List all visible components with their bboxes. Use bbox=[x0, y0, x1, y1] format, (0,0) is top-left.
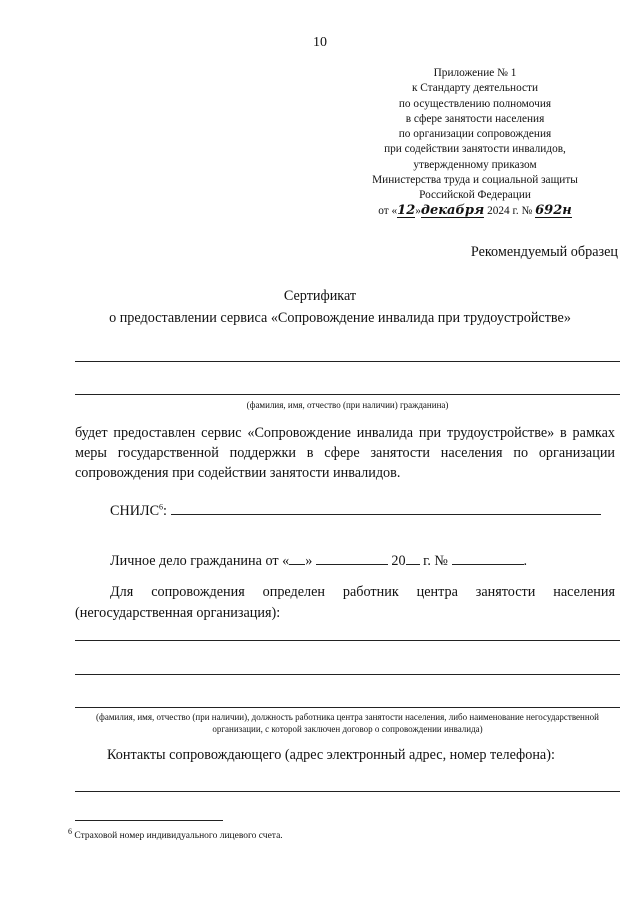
footnote-mark: 6 bbox=[68, 827, 72, 836]
appendix-line: к Стандарту деятельности bbox=[411, 82, 539, 95]
personal-file-month-field[interactable] bbox=[316, 551, 388, 565]
date-month: декабря bbox=[420, 202, 485, 218]
contacts-label: Контакты сопровождающего (адрес электронный адрес, номер телефона): bbox=[107, 747, 555, 763]
snils-footnote-mark: 6 bbox=[159, 502, 164, 512]
personal-file-year-prefix: 20 bbox=[391, 553, 406, 569]
worker-caption: (фамилия, имя, отчество (при наличии), должность работника центра занятости населения, либо наименование негосударственной организации, с которой заключен договор о сопровождении инвалида) bbox=[96, 712, 599, 734]
snils-label: СНИЛС bbox=[110, 503, 160, 519]
appendix-line: при содействии занятости инвалидов, bbox=[384, 143, 566, 156]
appendix-line: утвержденному приказом bbox=[413, 158, 537, 171]
support-paragraph: Для сопровождения определен работник центра занятости населения (негосударственная организация): bbox=[75, 584, 615, 621]
appendix-block bbox=[350, 66, 600, 219]
snils-field[interactable] bbox=[171, 501, 601, 515]
page-number: 10 bbox=[313, 35, 327, 50]
worker-line-2[interactable] bbox=[75, 674, 620, 675]
footnote bbox=[68, 827, 283, 841]
appendix-line: Министерства труда и социальной защиты bbox=[372, 174, 578, 187]
appendix-line: Приложение № 1 bbox=[433, 67, 517, 79]
certificate-title: Сертификат bbox=[283, 288, 357, 304]
appendix-line: в сфере занятости населения bbox=[405, 112, 545, 125]
date-prefix: от « bbox=[378, 204, 398, 217]
contacts-line[interactable] bbox=[75, 791, 620, 792]
personal-file-number-label: г. № bbox=[423, 553, 448, 569]
appendix-date-line bbox=[350, 204, 600, 219]
worker-line-1[interactable] bbox=[75, 640, 620, 641]
name-line-2[interactable] bbox=[75, 394, 620, 395]
name-caption: (фамилия, имя, отчество (при наличии) гражданина) bbox=[246, 400, 449, 410]
appendix-line: по организации сопровождения bbox=[398, 128, 552, 141]
footnote-rule bbox=[75, 820, 223, 821]
personal-file-prefix: Личное дело гражданина от « bbox=[110, 553, 290, 569]
snils-row bbox=[110, 501, 601, 520]
footnote-text: Страховой номер индивидуального лицевого счета. bbox=[74, 831, 283, 842]
order-number: 692н bbox=[535, 202, 572, 218]
personal-file-quote: » bbox=[305, 553, 313, 569]
worker-line-3[interactable] bbox=[75, 707, 620, 708]
appendix-line: Российской Федерации bbox=[419, 189, 531, 202]
personal-file-number-field[interactable] bbox=[452, 551, 524, 565]
date-year: 2024 г. № bbox=[487, 204, 533, 217]
personal-file-end: . bbox=[523, 553, 528, 569]
date-sep: » bbox=[415, 204, 421, 217]
personal-file-row bbox=[110, 551, 527, 570]
appendix-line: по осуществлению полномочия bbox=[398, 97, 552, 110]
personal-file-year-field[interactable] bbox=[406, 551, 420, 565]
personal-file-day-field[interactable] bbox=[289, 551, 305, 565]
name-line-1[interactable] bbox=[75, 361, 620, 362]
certificate-subtitle: о предоставлении сервиса «Сопровождение инвалида при трудоустройстве» bbox=[109, 310, 571, 326]
snils-colon: : bbox=[163, 503, 167, 519]
body-paragraph: будет предоставлен сервис «Сопровождение инвалида при трудоустройстве» в рамках меры государственной поддержки в сфере занятости населения по организации сопровождения при содействии занятости инвалидов. bbox=[75, 425, 615, 481]
date-day: 12 bbox=[397, 202, 416, 218]
recommended-sample-label: Рекомендуемый образец bbox=[470, 244, 618, 260]
